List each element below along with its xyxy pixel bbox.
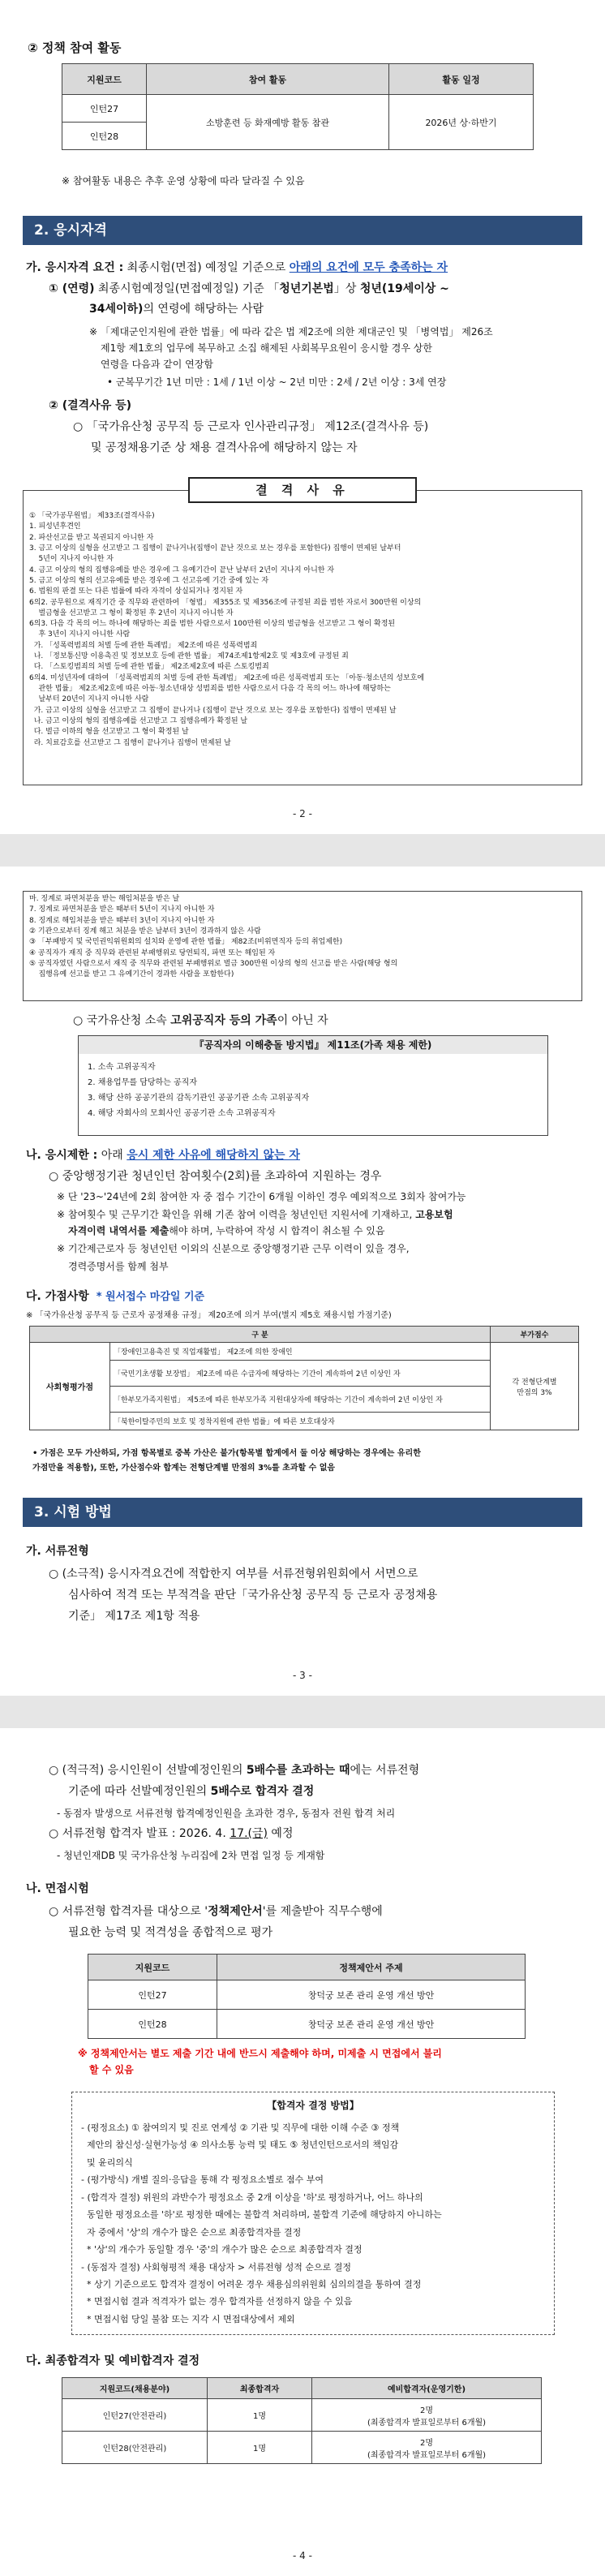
page-number: - 3 -	[293, 1670, 312, 1681]
int-b: 정책제안서	[208, 1905, 263, 1918]
prop-th-code: 지원코드	[88, 1955, 217, 1980]
family-item: 1. 소속 고위공직자	[88, 1063, 156, 1072]
active-line-1	[49, 1762, 419, 1780]
document-page-2	[0, 0, 605, 834]
disq-line-2: 및 공정채용기준 상 채용 결격사유에 해당하지 않는 자	[91, 441, 358, 454]
disq-item: ④ 공직자가 재직 중 직무와 관련된 부패행위로 당연퇴직, 파면 또는 해임된 자	[29, 948, 276, 957]
family-item: 4. 해당 자회사의 모회사인 공공기관 소속 고위공직자	[88, 1109, 276, 1118]
disq-item: 가. 금고 이상의 실형을 선고받고 그 집행이 끝나거나 (집행이 끝난 것으로 보는 경우를 포함한다) 집행이 면제된 날	[29, 706, 397, 715]
disq-list-cont	[29, 894, 577, 981]
int-c: '를 제출받아 직무수행에	[262, 1905, 383, 1918]
final-code: 인턴28(안전관리)	[62, 2432, 208, 2464]
disq-item: 다. 「스토킹범죄의 처벌 등에 관한 법률」 제2조제2호에 따른 스토킹범죄	[29, 663, 269, 672]
age-head: ① (연령)	[49, 282, 95, 295]
section-policy-title: ② 정책 참여 활동	[28, 41, 122, 55]
reserve-count: 2명	[419, 2438, 434, 2448]
disq-item: 6의2. 공무원으로 재직기간 중 직무와 관련하여 「형법」 제355조 및 제356조에 규정된 죄를 범한 자로서 300만원 이상의	[29, 598, 422, 607]
int-a: ○ 서류전형 합격자를 대상으로 '	[49, 1905, 208, 1918]
mil-note-2: 제1항 제1호의 업무에 복무하고 소집 해제된 사회복무요원이 응시할 경우 상한	[101, 342, 432, 354]
interview-line-1	[49, 1903, 383, 1921]
eligibility-line	[26, 260, 586, 277]
reserve-count: 2명	[419, 2406, 434, 2415]
disq-item: 6의3. 다음 각 목의 어느 하나에 해당하는 죄를 범한 사람으로서 100만원 이상의 벌금형을 선고받고 그 형이 확정된	[29, 620, 396, 629]
ann-dash: - 청년인재DB 및 국가유산청 누리집에 2차 면접 일정 등 게재함	[57, 1850, 325, 1861]
decision-line: - (합격자 결정) 위원의 과반수가 평정요소 중 2개 이상을 '하'로 평정하거나, 어느 하나의	[81, 2191, 423, 2203]
disq-item: ① 「국가공무원법」 제33조(결격사유)	[29, 512, 155, 520]
na-note-2	[57, 1207, 453, 1223]
disq-item: 4. 금고 이상의 형의 집행유예를 받은 경우에 그 유예기간이 끝난 날부터 2년이 지나지 아니한 자	[29, 566, 335, 574]
proposal-table	[88, 1954, 526, 2039]
na-note-2a: ※ 참여횟수 및 근무기간 확인을 위해 기존 참여 이력을 청년인턴 지원서에 기재하고,	[57, 1209, 416, 1220]
bonus-line	[26, 1288, 204, 1306]
disq-list	[29, 511, 577, 749]
disq-item: 5년이 지나지 아니한 자	[29, 555, 114, 564]
disq-item: 1. 피성년후견인	[29, 523, 81, 531]
ga3-line-2: 심사하여 적격 또는 부적격을 판단「국가유산청 공무직 등 근로자 공정채용	[68, 1589, 438, 1602]
act-b: 5배수를 초과하는 때	[246, 1764, 350, 1777]
bonus-row: 「한부모가족지원법」 제5조에 따른 한부모가족 지원대상자에 해당하는 기간이 계속하여 2년 이상인 자	[110, 1387, 491, 1413]
prop-warn-1: ※ 정책제안서는 별도 제출 기간 내에 반드시 제출해야 하며, 미제출 시 면접에서 불리	[78, 2048, 442, 2059]
announce-line	[49, 1826, 293, 1843]
age-text-2: 」상	[333, 282, 360, 295]
final-count: 1명	[208, 2432, 312, 2464]
section-2-bar: 2. 응시자격	[23, 216, 582, 245]
decision-line: 자 중에서 '상'의 개수가 많은 순으로 최종합격자를 결정	[81, 2226, 302, 2238]
prop-code: 인턴28	[88, 2010, 217, 2039]
policy-activity: 소방훈련 등 화재예방 활동 참관	[147, 95, 389, 150]
bonus-table	[29, 1326, 579, 1430]
mil-bullet: • 군복무기간 1년 미만 : 1세 / 1년 이상 ~ 2년 미만 : 2세 / 2년 이상 : 3세 연장	[107, 376, 447, 388]
final-code: 인턴27(안전관리)	[62, 2399, 208, 2432]
na-text: 아래	[97, 1149, 127, 1162]
age-line-1	[49, 281, 576, 299]
document-page-4	[0, 1728, 605, 2576]
restriction-line	[26, 1147, 300, 1165]
disq-head: ② (결격사유 등)	[49, 399, 132, 412]
final-count: 1명	[208, 2399, 312, 2432]
act-dash: - 동점자 발생으로 서류전형 합격예정인원을 초과한 경우, 동점자 전원 합격 처리	[57, 1808, 396, 1819]
na-note-3: ※ 기간제근로자 등 청년인턴 이외의 신분으로 중앙행정기관 근무 이력이 있을 경우,	[57, 1243, 410, 1254]
family-bold: 고위공직자 등의 가족	[170, 1014, 277, 1027]
prop-warn-2: 할 수 있음	[89, 2064, 134, 2075]
disq-item: 8. 징계로 해임처분을 받은 때부터 3년이 지나지 아니한 자	[29, 916, 215, 925]
th-code: 지원코드	[62, 64, 147, 95]
bonus-row: 「장애인고용촉진 및 직업재활법」 제2조에 의한 장애인	[110, 1343, 491, 1361]
disq-item: 나. 금고 이상의 형의 집행유예를 선고받고 그 집행유예가 확정된 날	[29, 716, 248, 725]
act-a: ○ (적극적) 응시인원이 선발예정인원의	[49, 1764, 247, 1777]
na-note-2c: 자격이력 내역서를 제출	[68, 1225, 169, 1236]
policy-code: 인턴27	[62, 95, 147, 123]
na-line-1: ○ 중앙행정기관 청년인턴 참여횟수(2회)를 초과하여 지원하는 경우	[49, 1170, 382, 1183]
act-c: 에는 서류전형	[350, 1764, 420, 1777]
ga3-line-3: 기준」 제17조 제1항 적용	[68, 1610, 200, 1623]
prop-code: 인턴27	[88, 1980, 217, 2010]
disq-item: 집행유예 선고를 받고 그 유예기간이 경과한 사람을 포함한다)	[29, 970, 234, 979]
disq-item: 3. 금고 이상의 실형을 선고받고 그 집행이 끝나거나(집행이 끝난 것으로 보는 경우를 포함한다) 집행이 면제된 날부터	[29, 544, 401, 553]
decision-line: * '상'의 개수가 동일할 경우 '중'의 개수가 많은 순으로 최종합격자 결정	[81, 2244, 363, 2256]
decision-line: 제안의 참신성·실현가능성 ④ 의사소통 능력 및 태도 ⑤ 청년인턴으로서의 책임감	[81, 2139, 399, 2151]
disq-item: 가. 「성폭력범죄의 처벌 등에 관한 특례법」 제2조에 따른 성폭력범죄	[29, 641, 258, 650]
da-red: * 원서접수 마감일 기준	[96, 1291, 205, 1303]
act-line2b: 5배수로 합격자 결정	[210, 1785, 315, 1798]
na-note-2-cont	[68, 1223, 384, 1239]
disq-item: 5. 금고 이상의 형의 선고유예를 받은 경우에 그 선고유예 기간 중에 있는 자	[29, 576, 269, 585]
bonus-score-2: 만점의 3%	[517, 1388, 552, 1397]
decision-line: * 상기 기준으로도 합격자 결정이 어려운 경우 채용심의위원회 심의의결을 통하여 결정	[81, 2278, 422, 2290]
disq-item: 후 3년이 지나지 아니한 사람	[29, 630, 131, 639]
mil-note-3: 연령을 다음과 같이 연장함	[101, 359, 213, 370]
prop-topic: 창덕궁 보존 관리 운영 개선 방안	[217, 2010, 526, 2039]
policy-note: ※ 참여활동 내용은 추후 운영 상황에 따라 달라질 수 있음	[62, 175, 305, 187]
family-item: 3. 해당 산하 공공기관의 감독기관인 공공기관 소속 고위공직자	[88, 1094, 310, 1103]
ann-b: 17.(금)	[230, 1827, 268, 1840]
na-label: 나. 응시제한 :	[26, 1149, 98, 1162]
document-page-3	[0, 867, 605, 1696]
ga3-line-1: ○ (소극적) 응시자격요건에 적합한지 여부를 서류전형위원회에서 서면으로	[49, 1568, 418, 1580]
disq-item: ③ 「부패방지 및 국민권익위원회의 설치와 운영에 관한 법률」 제82조(비위면직자 등의 취업제한)	[29, 938, 343, 947]
page-number: - 4 -	[293, 2550, 312, 2561]
decision-line: * 면접시험 당일 불참 또는 지각 시 면접대상에서 제외	[81, 2313, 295, 2324]
age-line2-text: 의 연령에 해당하는 사람	[143, 303, 264, 316]
ann-a: ○ 서류전형 합격자 발표 : 2026. 4.	[49, 1827, 230, 1840]
disq-item: 다. 벌금 이하의 형을 선고받고 그 형이 확정된 날	[29, 728, 189, 737]
decision-line: * 면접시험 결과 적격자가 없는 경우 합격자를 선정하지 않을 수 있음	[81, 2296, 353, 2307]
disq-box-title: 결 격 사 유	[188, 477, 417, 503]
active-line-2	[68, 1783, 314, 1801]
ga-text: 최종시험(면접) 예정일 기준으로	[123, 261, 290, 274]
disq-item: 벌금형을 선고받고 그 형이 확정된 후 2년이 지나지 아니한 자	[29, 609, 234, 617]
age-bold-1: 청년기본법	[279, 282, 334, 295]
na-note-2b: 고용보험	[415, 1209, 453, 1220]
doc-screen-label: 가. 서류전형	[26, 1545, 89, 1558]
policy-code: 인턴28	[62, 123, 147, 150]
interview-line-2: 필요한 능력 및 적격성을 종합적으로 평가	[68, 1926, 273, 1939]
policy-activity-table	[62, 63, 534, 150]
decision-list	[81, 2119, 551, 2328]
reserve-cell	[312, 2432, 542, 2464]
disq-item: 마. 징계로 파면처분을 받는 해임처분을 받은 날	[29, 895, 180, 903]
policy-schedule: 2026년 상·하반기	[389, 95, 534, 150]
page-number: - 2 -	[293, 808, 312, 819]
family-box-title: 『공직자의 이해충돌 방지법』 제11조(가족 채용 제한)	[79, 1036, 547, 1054]
final-th-code: 지원코드(채용분야)	[62, 2378, 208, 2399]
disq-line-1: ○ 「국가유산청 공무직 등 근로자 인사관리규정」 제12조(결격사유 등)	[73, 420, 429, 433]
da-note: ※ 「국가유산청 공무직 등 근로자 공정채용 규정」 제20조에 의거 부여(별지 제5호 채용시험 가점기준)	[26, 1311, 392, 1320]
family-text: ○ 국가유산청 소속	[73, 1014, 171, 1027]
bonus-left: 사회형평가점	[30, 1343, 110, 1430]
age-bold-2: 청년(19세이상 ~	[359, 282, 449, 295]
decision-line: 및 윤리의식	[81, 2157, 133, 2168]
na-note-3b: 경력증명서를 함께 첨부	[68, 1261, 169, 1272]
final-th-final: 최종합격자	[208, 2378, 312, 2399]
bonus-score	[491, 1343, 579, 1430]
section-3-bar: 3. 시험 방법	[23, 1498, 582, 1527]
final-table	[62, 2377, 542, 2464]
age-text-1: 최종시험예정일(면접예정일) 기준 「	[94, 282, 280, 295]
bonus-th-1: 구 분	[30, 1327, 491, 1343]
decision-line: 동일한 평정요소를 '하'로 평정한 때에는 불합격 처리하며, 불합격 기준에 해당하지 아니하는	[81, 2209, 442, 2221]
family-end: 이 아닌 자	[277, 1014, 328, 1027]
bonus-row: 「국민기초생활 보장법」 제2조에 따른 수급자에 해당하는 기간이 계속하여 2년 이상인 자	[110, 1361, 491, 1387]
disq-item: 6. 법원의 판결 또는 다른 법률에 따라 자격이 상실되거나 정지된 자	[29, 587, 243, 596]
na-note-2d: 해야 하며, 누락하여 작성 시 합격이 취소될 수 있음	[169, 1225, 385, 1236]
prop-topic: 창덕궁 보존 관리 운영 개선 방안	[217, 1980, 526, 2010]
na-highlight: 응시 제한 사유에 해당하지 않는 자	[127, 1149, 300, 1162]
disq-item: ② 기관으로부터 징계 해고 처분을 받은 날부터 3년이 경과하지 않은 사람	[29, 927, 261, 935]
reserve-cell	[312, 2399, 542, 2432]
decision-line: - (평가방식) 개별 질의·응답을 통해 각 평정요소별로 점수 부여	[81, 2174, 324, 2186]
ga-highlight: 아래의 요건에 모두 충족하는 자	[289, 261, 448, 274]
disq-item: 6의4. 미성년자에 대하여 「성폭력범죄의 처벌 등에 관한 특례법」 제2조에 따른 성폭력범죄 또는 「아동·청소년의 성보호에	[29, 673, 425, 682]
disq-item: 2. 파산선고를 받고 복권되지 아니한 자	[29, 533, 154, 542]
family-line	[73, 1013, 328, 1030]
bonus-score-1: 각 전형단계별	[512, 1378, 557, 1387]
decision-line: - (동점자 결정) 사회형평적 채용 대상자 > 서류전형 성적 순으로 결정	[81, 2261, 352, 2273]
bonus-row: 「북한이탈주민의 보호 및 정착지원에 관한 법률」에 따른 보호대상자	[110, 1413, 491, 1430]
age-line-2	[89, 301, 264, 319]
disq-item: 나. 「정보통신망 이용촉진 및 정보보호 등에 관한 법률」 제74조제1항제2호 및 제3호에 규정된 죄	[29, 652, 349, 661]
da-label: 다. 가점사항	[26, 1290, 89, 1303]
disq-item: 날부터 20년이 지나지 아니한 사람	[29, 695, 149, 704]
na-note-1: ※ 단 '23~'24년에 2회 참여한 자 중 접수 기간이 6개월 이하인 경우 예외적으로 3회자 참여가능	[57, 1191, 466, 1202]
final-th-reserve: 예비합격자(운영기한)	[312, 2378, 542, 2399]
disq-item: ⑤ 공직자였던 사람으로서 재직 중 직무와 관련된 부패행위로 벌금 300만원 이상의 형의 선고를 받은 사람(해당 형의	[29, 959, 398, 968]
reserve-period: (최종합격자 발표일로부터 6개월)	[367, 2418, 487, 2428]
th-schedule: 활동 일정	[389, 64, 534, 95]
reserve-period: (최종합격자 발표일로부터 6개월)	[367, 2450, 487, 2460]
age-line2-bold: 34세이하)	[89, 303, 144, 316]
bonus-th-2: 부가점수	[491, 1327, 579, 1343]
ann-c: 예정	[267, 1827, 294, 1840]
prop-th-topic: 정책제안서 주제	[217, 1955, 526, 1980]
th-activity: 참여 활동	[147, 64, 389, 95]
ga-label: 가. 응시자격 요건 :	[26, 261, 124, 274]
mil-note-1: ※ 「제대군인지원에 관한 법률」에 따라 같은 법 제2조에 의한 제대군인 및 「병역법」 제26조	[89, 326, 493, 338]
family-item: 2. 채용업무를 담당하는 공직자	[88, 1078, 197, 1087]
disq-item: 라. 치료감호를 선고받고 그 집행이 끝나거나 집행이 면제된 날	[29, 738, 231, 747]
family-list	[88, 1060, 309, 1121]
decision-line: - (평정요소) ① 참여의지 및 진로 연계성 ② 기관 및 직무에 대한 이해 수준 ③ 정책	[81, 2122, 400, 2133]
disq-item: 7. 징계로 파면처분을 받은 때부터 5년이 지나지 아니한 자	[29, 905, 215, 914]
disq-item: 관한 법률」 제2조제2호에 따른 아동·청소년대상 성범죄를 범한 사람으로서 다음 각 목의 어느 하나에 해당하는	[29, 685, 391, 693]
act-line2a: 기준에 따라 선발예정인원의	[68, 1785, 211, 1798]
bonus-note-2: 가점만을 적용함), 또한, 가산점수와 합계는 전형단계별 만점의 3%를 초과할 수 없음	[32, 1464, 336, 1473]
interview-label: 나. 면접시험	[26, 1882, 89, 1895]
final-label: 다. 최종합격자 및 예비합격자 결정	[26, 2355, 200, 2367]
bonus-note-1: • 가점은 모두 가산하되, 가점 항목별로 중복 가산은 불가(항목별 합계에서 둘 이상 해당하는 경우에는 유리한	[32, 1449, 421, 1458]
decision-title: 【합격자 결정 방법】	[267, 2100, 359, 2111]
